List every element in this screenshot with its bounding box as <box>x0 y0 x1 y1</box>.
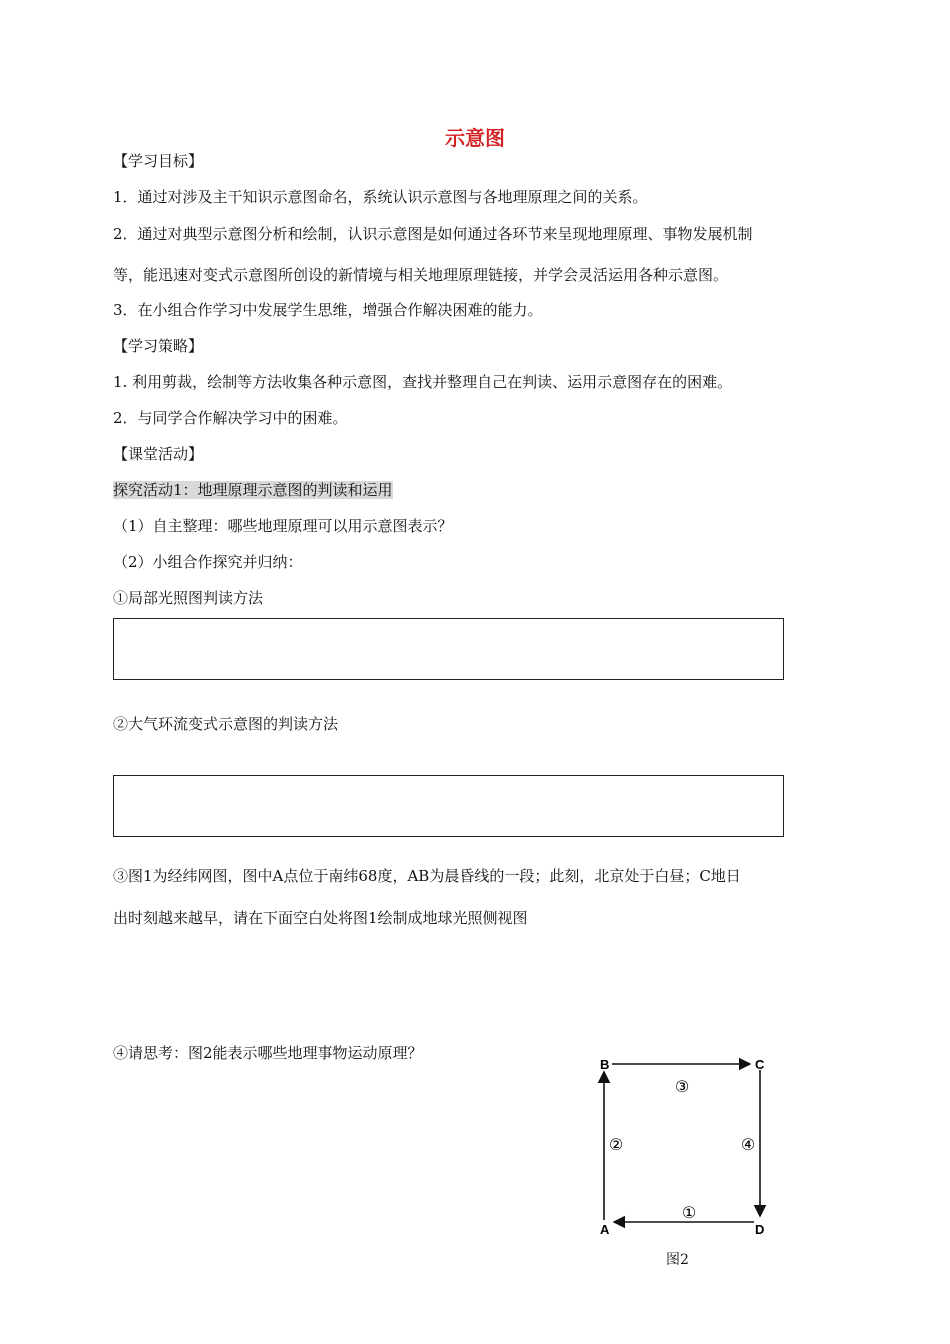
goal-2-line-2: 等，能迅速对变式示意图所创设的新情境与相关地理原理链接，并学会灵活运用各种示意图。 <box>113 266 729 284</box>
goal-1: 1．通过对涉及主干知识示意图命名，系统认识示意图与各地理原理之间的关系。 <box>113 188 648 206</box>
corner-label-b: B <box>600 1057 610 1072</box>
answer-box-1[interactable] <box>113 618 784 680</box>
edge-label-bottom: ① <box>681 1203 697 1222</box>
goals-heading: 【学习目标】 <box>113 152 204 170</box>
figure-2-diagram <box>590 1048 780 1248</box>
edge-label-right: ④ <box>740 1135 756 1154</box>
item-3-line-2: 出时刻越来越早，请在下面空白处将图1绘制成地球光照侧视图 <box>113 909 528 927</box>
edge-label-left: ② <box>608 1135 624 1154</box>
question-1: （1）自主整理：哪些地理原理可以用示意图表示？ <box>113 517 453 535</box>
strategy-2: 2．与同学合作解决学习中的困难。 <box>113 409 348 427</box>
activity-1-title <box>113 480 393 500</box>
activity-heading: 【课堂活动】 <box>113 445 204 463</box>
corner-label-a: A <box>600 1222 610 1237</box>
corner-label-d: D <box>755 1222 765 1237</box>
strategy-1: 1. 利用剪裁，绘制等方法收集各种示意图，查找并整理自己在判读、运用示意图存在的困难。 <box>113 373 733 391</box>
question-2: （2）小组合作探究并归纳： <box>113 553 303 571</box>
goal-3: 3．在小组合作学习中发展学生思维，增强合作解决困难的能力。 <box>113 301 543 319</box>
item-4: ④请思考：图2能表示哪些地理事物运动原理？ <box>113 1044 423 1062</box>
figure-2-caption: 图2 <box>666 1252 689 1268</box>
item-1: ①局部光照图判读方法 <box>113 589 264 607</box>
activity-1-title-text: 探究活动1：地理原理示意图的判读和运用 <box>113 481 393 499</box>
edge-label-top: ③ <box>674 1077 690 1096</box>
answer-box-2[interactable] <box>113 775 784 837</box>
corner-label-c: C <box>755 1057 765 1072</box>
page-title: 示意图 <box>445 126 505 150</box>
strategy-heading: 【学习策略】 <box>113 337 204 355</box>
goal-2-line-1: 2．通过对典型示意图分析和绘制，认识示意图是如何通过各环节来呈现地理原理、事物发展机制 <box>113 225 753 243</box>
item-3-line-1: ③图1为经纬网图，图中A点位于南纬68度，AB为晨昏线的一段；此刻，北京处于白昼；C地日 <box>113 867 741 885</box>
item-2: ②大气环流变式示意图的判读方法 <box>113 715 339 733</box>
